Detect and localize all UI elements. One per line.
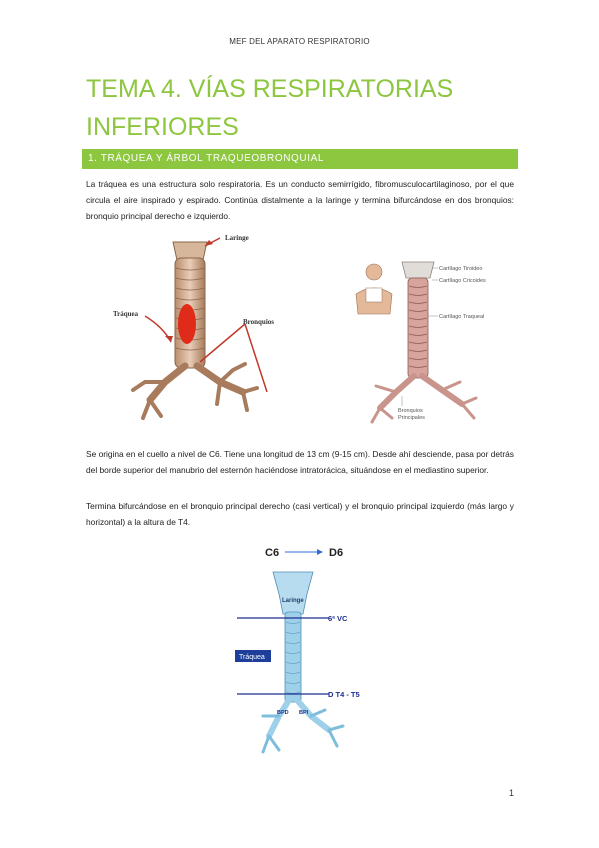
label-traquea: Tráquea (239, 654, 265, 661)
label-bronquios: Bronquios (243, 318, 274, 326)
label-d-t4-t5: D T4 - T5 (328, 690, 360, 699)
label-bronquios: Bronquios (398, 408, 423, 414)
trachea-levels-diagram (225, 540, 385, 765)
title-line-2: INFERIORES (86, 113, 239, 141)
label-d6: D6 (329, 547, 344, 559)
label-bpi: BPI (299, 710, 309, 716)
title-line-1: TEMA 4. VÍAS RESPIRATORIAS (86, 75, 454, 103)
label-bpd: BPD (277, 710, 289, 716)
label-6-vc: 6ª VC (328, 614, 348, 623)
label-cartilago-traqueal: Cartílago Traqueal (439, 314, 485, 320)
label-laringe: Laringe (225, 234, 249, 242)
paragraph-2: Se origina en el cuello a nivel de C6. Tiene una longitud de 13 cm (9-15 cm). Desde ahí desciende, pasa por detrás del borde superior del manubrio del esternón haciéndose intratorácica, situándose en el mediastino superior. (86, 449, 514, 475)
label-c6: C6 (265, 547, 280, 559)
paragraph-3: Termina bifurcándose en el bronquio principal derecho (casi vertical) y el bronquio principal izquierdo (más largo y horizontal) a la altura de T4. (86, 501, 514, 527)
label-principales: Principales (398, 415, 425, 421)
label-traquea: Tráquea (113, 310, 139, 318)
label-cartilago-cricoides: Cartílago Cricoides (439, 278, 486, 284)
cartilage-diagram (352, 258, 502, 428)
section-heading: 1. TRÁQUEA Y ÁRBOL TRAQUEOBRONQUIAL (82, 149, 518, 169)
page-number: 1 (508, 788, 514, 798)
label-laringe: Laringe (282, 598, 304, 604)
label-cartilago-tiroideo: Cartílago Tiroideo (439, 266, 483, 272)
paragraph-1: La tráquea es una estructura solo respiratoria. Es un conducto semirrígido, fibromusculocartilaginoso, por el que circula el aire inspirado y espirado. Continúa distalmente a la laringe y termina bifurcándose en dos bronquios: bronquio principal derecho e izquierdo. (86, 179, 514, 221)
trachea-diagram (105, 232, 305, 432)
page-title (86, 70, 516, 146)
page-header: MEF DEL APARATO RESPIRATORIO (229, 37, 370, 46)
